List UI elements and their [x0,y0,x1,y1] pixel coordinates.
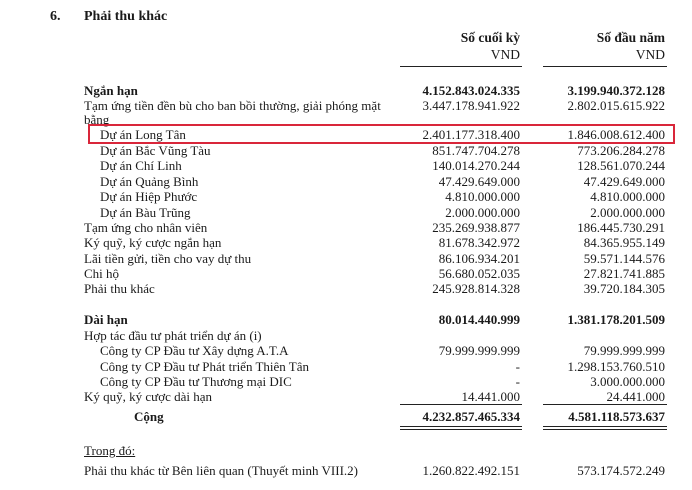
row-value-end-period: - [515,374,520,389]
row-value-end-period: 4.152.843.024.335 [422,83,520,98]
row-label: Công ty CP Đầu tư Thương mại DIC [100,374,292,389]
total-double-line-2a [543,426,667,427]
row-label: Chi hộ [84,266,120,281]
row-value-start-year: 773.206.284.278 [577,143,665,158]
table-row-long-term [0,312,692,327]
row-label: Dự án Long Tân [100,127,186,142]
row-value-start-year: 39.720.184.305 [583,281,665,296]
table-row [0,359,692,374]
row-value-start-year: 2.000.000.000 [590,205,665,220]
row-value-start-year: 59.571.144.576 [583,251,665,266]
row-label: bằng [84,112,110,127]
table-row [0,220,692,235]
row-value-start-year: 3.199.940.372.128 [567,83,665,98]
table-row [0,281,692,296]
table-row [0,251,692,266]
table-row [0,189,692,204]
row-value-end-period: 86.106.934.201 [438,251,520,266]
row-value-end-period: 851.747.704.278 [432,143,520,158]
row-value-start-year: 4.810.000.000 [590,189,665,204]
row-label: Dài hạn [84,312,128,327]
row-label: Công ty CP Đầu tư Xây dựng A.T.A [100,343,289,358]
table-row [0,143,692,158]
row-value-start-year: 27.821.741.885 [583,266,665,281]
row-value-start-year: 79.999.999.999 [583,343,665,358]
row-value-end-period: 79.999.999.999 [438,343,520,358]
table-row-total [0,409,692,424]
row-label: Cộng [134,409,164,424]
row-label: Dự án Hiệp Phước [100,189,198,204]
subtotal-line-2 [543,404,667,405]
row-value-start-year: 186.445.730.291 [577,220,665,235]
row-value-end-period: 140.014.270.244 [432,158,520,173]
row-value-end-period: 56.680.052.035 [438,266,520,281]
table-row [0,266,692,281]
total-double-line-1a [400,426,522,427]
header-underline-2 [543,66,667,67]
table-row [0,343,692,358]
row-value-start-year: 47.429.649.000 [583,174,665,189]
row-label: Hợp tác đầu tư phát triển dự án (i) [84,328,262,343]
row-value-end-period: - [515,359,520,374]
row-label: Ký quỹ, ký cược ngắn hạn [84,235,222,250]
row-value-end-period: 245.928.814.328 [432,281,520,296]
total-double-line-1b [400,429,522,430]
table-row [0,158,692,173]
column-header-start-year: Số đầu năm [596,30,665,45]
row-value-start-year: 1.381.178.201.509 [567,312,665,327]
row-label: Ngắn hạn [84,83,138,98]
row-label: Lãi tiền gửi, tiền cho vay dự thu [84,251,252,266]
row-value-start-year: 2.802.015.615.922 [567,98,665,113]
section-number: 6. [50,9,61,24]
row-label: Tạm ứng tiền đền bù cho ban bồi thường, giải phóng mặt [84,98,381,113]
row-value-start-year: 4.581.118.573.637 [568,409,665,424]
row-value-start-year: 573.174.572.249 [577,463,665,478]
row-value-end-period: 1.260.822.492.151 [422,463,520,478]
row-value-start-year: 84.365.955.149 [583,235,665,250]
row-value-start-year: 128.561.070.244 [577,158,665,173]
row-label: Phải thu khác từ Bên liên quan (Thuyết minh VIII.2) [84,463,358,478]
highlight-box [88,124,675,144]
row-value-end-period: 2.401.177.318.400 [422,127,520,142]
row-value-end-period: 81.678.342.972 [438,235,520,250]
row-value-end-period: 2.000.000.000 [445,205,520,220]
row-label: Phải thu khác [84,281,155,296]
row-value-start-year: 1.846.008.612.400 [567,127,665,142]
row-label: Dự án Chí Linh [100,158,182,173]
table-row [0,374,692,389]
table-row [0,235,692,250]
row-value-start-year: 24.441.000 [606,389,665,404]
currency-label-start-year: VND [635,47,665,62]
row-value-end-period: 4.232.857.465.334 [422,409,520,424]
row-value-start-year: 3.000.000.000 [590,374,665,389]
row-value-end-period: 14.441.000 [461,389,520,404]
row-value-end-period: 80.014.440.999 [438,312,520,327]
row-value-end-period: 47.429.649.000 [438,174,520,189]
row-label: Ký quỹ, ký cược dài hạn [84,389,213,404]
row-label: Dự án Quảng Bình [100,174,199,189]
total-double-line-2b [543,429,667,430]
row-value-end-period: 4.810.000.000 [445,189,520,204]
table-row [0,328,692,343]
row-label: Tạm ứng cho nhân viên [84,220,208,235]
subtotal-line-1 [400,404,522,405]
trong-do-label: Trong đó: [84,443,136,458]
row-value-start-year: 1.298.153.760.510 [567,359,665,374]
row-label: Dự án Bắc Vũng Tàu [100,143,211,158]
row-value-end-period: 3.447.178.941.922 [422,98,520,113]
table-row [0,98,692,113]
row-label: Dự án Bàu Trũng [100,205,191,220]
header-underline-1 [400,66,522,67]
table-row [0,174,692,189]
row-value-end-period: 235.269.938.877 [432,220,520,235]
row-label: Công ty CP Đầu tư Phát triển Thiên Tân [100,359,310,374]
table-row-short-term [0,83,692,98]
table-row-related-party [0,463,692,478]
section-title: Phải thu khác [84,9,168,24]
currency-label-end-period: VND [490,47,520,62]
table-row [0,205,692,220]
table-row [0,389,692,404]
column-header-end-period: Số cuối kỳ [460,30,520,45]
